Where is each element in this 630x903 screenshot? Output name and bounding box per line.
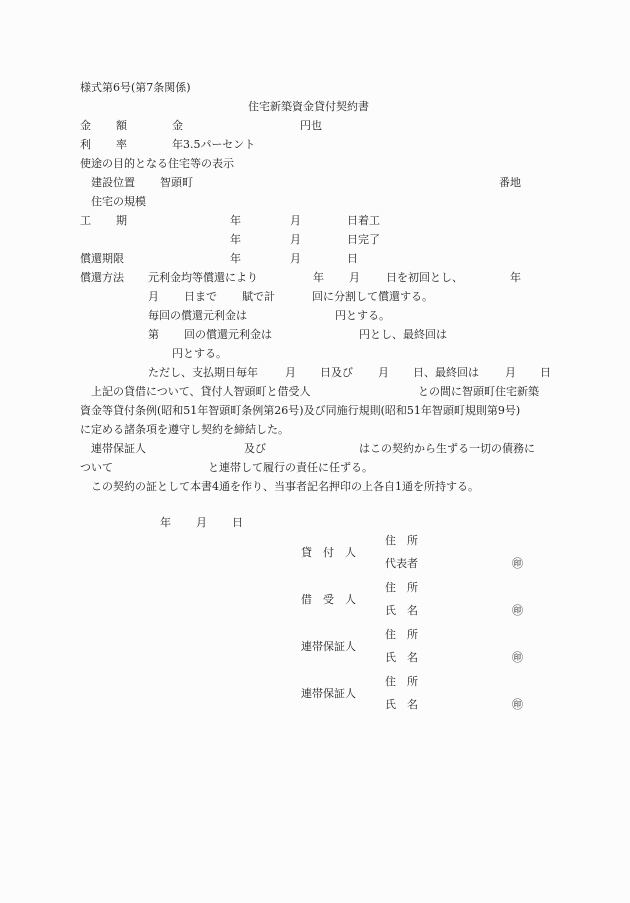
signature-role-guarantor-1: 連帯保証人 [301, 640, 356, 653]
signature-address-label: 住 所 [385, 628, 418, 641]
site-label: 建設位置 [91, 176, 135, 189]
paragraph-2-e: と連帯して履行の責任に任ずる。 [208, 461, 373, 474]
seal-icon: ㊞ [512, 651, 523, 664]
seal-icon: ㊞ [512, 698, 523, 711]
method-line2-a: 月 [148, 290, 159, 303]
document-title: 住宅新築資金貸付契約書 [248, 100, 369, 113]
form-number: 様式第6号(第7条関係) [80, 81, 191, 94]
method-line1-d: 日を初回とし、 [386, 271, 463, 284]
start-year: 年 [230, 214, 241, 227]
scale-label: 住宅の規模 [91, 195, 146, 208]
site-value: 智頭町 [160, 176, 193, 189]
amount-prefix: 金 [172, 119, 183, 132]
method-line4-b: 回の償還元利金は [184, 328, 272, 341]
method-line3-b: 円とする。 [335, 309, 390, 322]
seal-icon: ㊞ [512, 557, 523, 570]
deadline-month: 月 [290, 252, 301, 265]
method-line2-d: 回に分割して償還する。 [312, 290, 433, 303]
end-month: 月 [290, 233, 301, 246]
paragraph-1-b: との間に智頭町住宅新築 [418, 385, 539, 398]
method-line5-a: 円とする。 [172, 347, 227, 360]
site-suffix: 番地 [499, 176, 521, 189]
method-line6-e: 日、最終回は [413, 366, 479, 379]
signature-address-label: 住 所 [385, 581, 418, 594]
signature-role-borrower: 借 受 人 [301, 593, 356, 606]
method-line2-c: 賦で計 [242, 290, 275, 303]
construction-label-2: 期 [116, 214, 127, 227]
deadline-label: 償還期限 [80, 252, 124, 265]
paragraph-2-a: 連帯保証人 [91, 442, 146, 455]
start-month: 月 [290, 214, 301, 227]
rate-label-1: 利 [80, 138, 91, 151]
date-day: 日 [232, 516, 243, 529]
rate-value: 年3.5パーセント [172, 138, 256, 151]
end-year: 年 [230, 233, 241, 246]
paragraph-1-d: に定める諸条項を遵守し契約を締結した。 [80, 423, 289, 436]
method-line1-c: 月 [349, 271, 360, 284]
amount-label-2: 額 [116, 119, 127, 132]
method-line6-b: 月 [285, 366, 296, 379]
signature-address-label: 住 所 [385, 675, 418, 688]
method-line1-e: 年 [510, 271, 521, 284]
method-line1-b: 年 [313, 271, 324, 284]
method-line6-g: 日 [540, 366, 551, 379]
method-line6-a: ただし、支払期日毎年 [148, 366, 258, 379]
method-line6-f: 月 [505, 366, 516, 379]
rate-label-2: 率 [116, 138, 127, 151]
signature-name-label: 代表者 [385, 557, 418, 570]
amount-suffix: 円也 [300, 119, 322, 132]
signature-role-lender: 貸 付 人 [301, 546, 356, 559]
deadline-day: 日 [347, 252, 358, 265]
method-line4-c: 円とし、最終回は [359, 328, 447, 341]
date-month: 月 [196, 516, 207, 529]
amount-label-1: 金 [80, 119, 91, 132]
purpose-heading: 使途の目的となる住宅等の表示 [80, 157, 234, 170]
paragraph-2-d: ついて [80, 461, 113, 474]
method-line6-c: 日及び [320, 366, 353, 379]
paragraph-2-c: はこの契約から生ずる一切の債務に [359, 442, 535, 455]
method-line2-b: 日まで [184, 290, 217, 303]
seal-icon: ㊞ [512, 604, 523, 617]
date-year: 年 [160, 516, 171, 529]
method-line6-d: 月 [378, 366, 389, 379]
method-line1-a: 元利金均等償還により [148, 271, 258, 284]
signature-name-label: 氏 名 [385, 698, 418, 711]
signature-role-guarantor-2: 連帯保証人 [301, 687, 356, 700]
signature-name-label: 氏 名 [385, 604, 418, 617]
method-line3-a: 毎回の償還元利金は [148, 309, 247, 322]
paragraph-1-c: 資金等貸付条例(昭和51年智頭町条例第26号)及び同施行規則(昭和51年智頭町規則第9号) [80, 404, 521, 417]
paragraph-2-b: 及び [244, 442, 266, 455]
paragraph-1-a: 上記の貸借について、貸付人智頭町と借受人 [91, 385, 311, 398]
construction-label-1: 工 [80, 214, 91, 227]
deadline-year: 年 [230, 252, 241, 265]
method-line4-a: 第 [148, 328, 159, 341]
method-label: 償還方法 [80, 271, 124, 284]
paragraph-3: この契約の証として本書4通を作り、当事者記名押印の上各自1通を所持する。 [91, 480, 479, 493]
signature-name-label: 氏 名 [385, 651, 418, 664]
end-day: 日完了 [347, 233, 380, 246]
signature-address-label: 住 所 [385, 534, 418, 547]
start-day: 日着工 [347, 214, 380, 227]
